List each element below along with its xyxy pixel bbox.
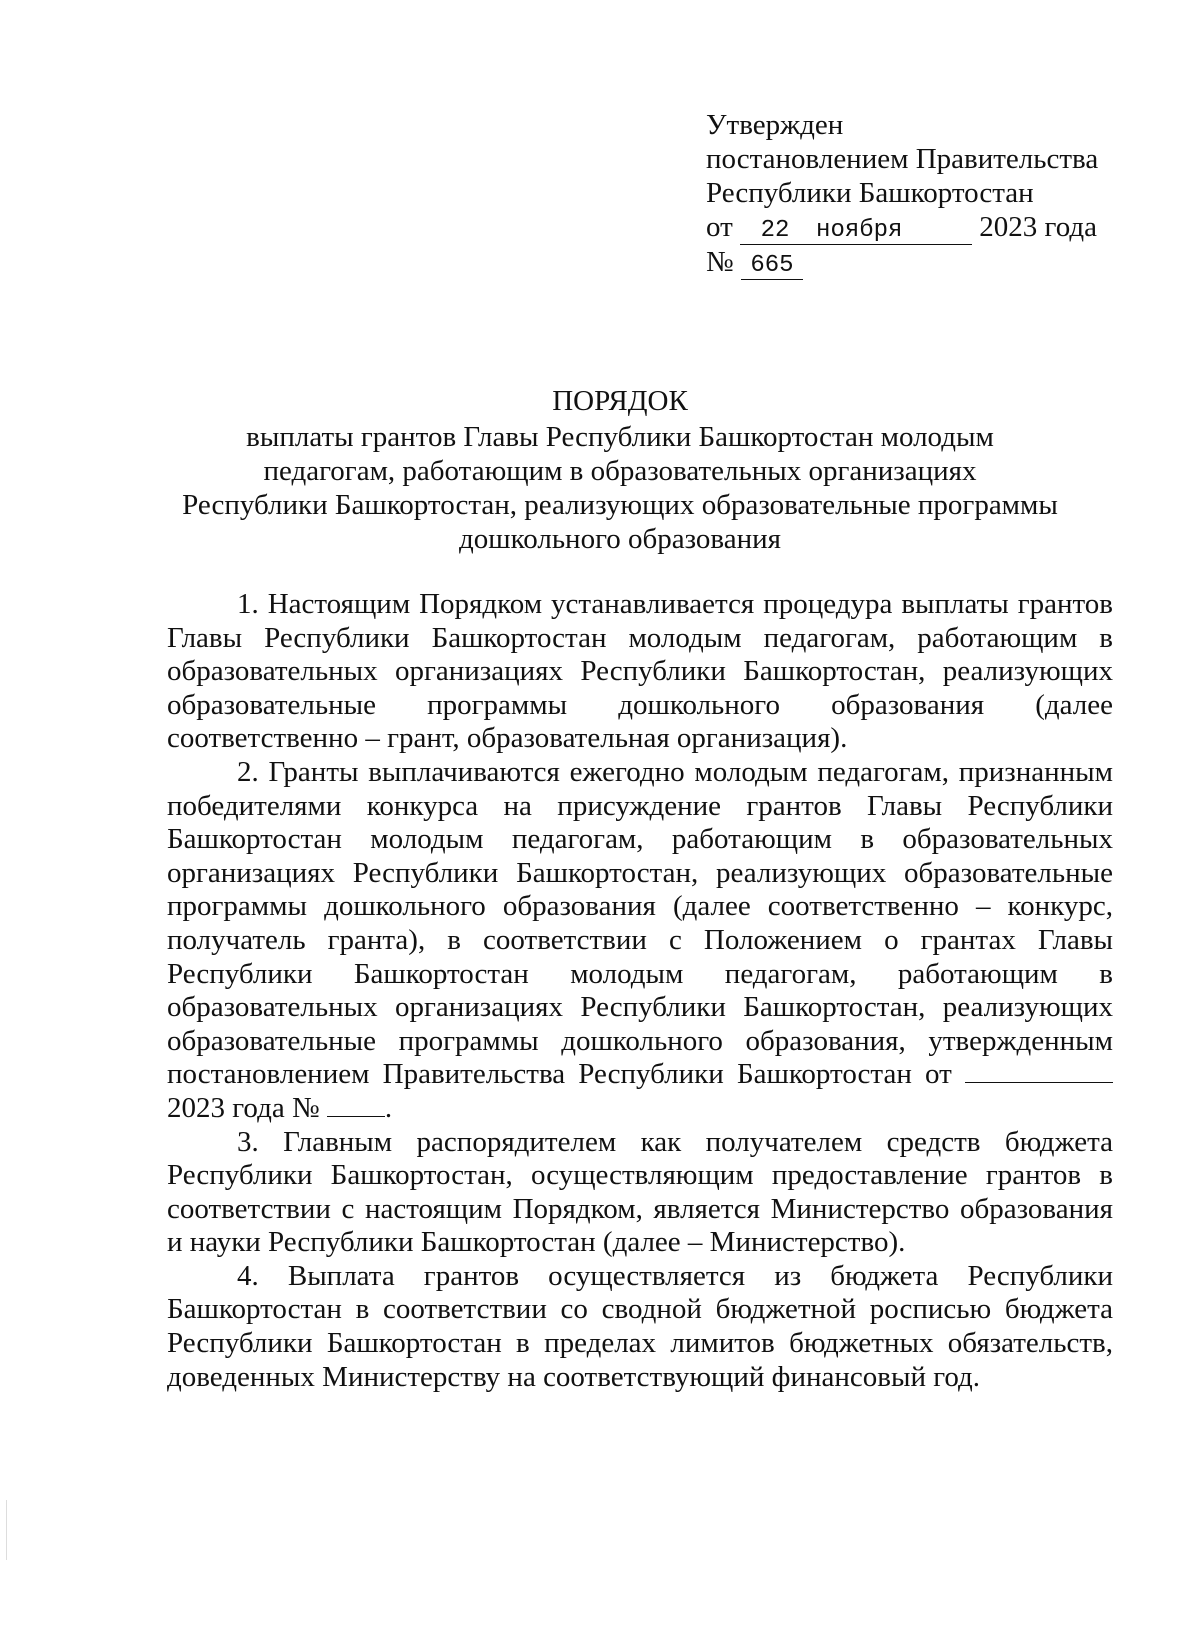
approval-line-3: Республики Башкортостан [706, 177, 1034, 209]
title-subtitle-line-3: Республики Башкортостан, реализующих образовательные программы [182, 489, 1058, 521]
blank-number-field [327, 1094, 385, 1117]
title-heading: ПОРЯДОК [552, 385, 688, 417]
approval-date-year: 2023 года [979, 211, 1098, 243]
paragraph-2-text: 2. Гранты выплачиваются ежегодно молодым педагогам, признанным победителями конкурса на присуждение грантов Главы Республики Башкортостан молодым педагогам, работающим в образовательных организациях Республики Башкортостан, реализующих образовательные программы дошкольного образования (далее соответственно – конкурс, получатель гранта), в соответствии с Положением о грантах Главы Республики Башкортостан молодым педагогам, работающим в образовательных организациях Республики Башкортостан, реализующих образовательные программы дошкольного образования, утвержденным постановлением Правительства Республики Башкортостан от [167, 755, 1113, 1091]
approval-line-1: Утвержден [706, 109, 844, 141]
approval-date-prefix: от [706, 211, 733, 243]
paragraph-4: 4. Выплата грантов осуществляется из бюджета Республики Башкортостан в соответствии со сводной бюджетной росписью бюджета Республики Башкортостан в пределах лимитов бюджетных обязательств, доведенных Министерству на соответствующий финансовый год. [167, 1259, 1113, 1393]
title-subtitle-line-1: выплаты грантов Главы Республики Башкортостан молодым [246, 421, 994, 453]
title-subtitle-line-4: дошкольного образования [459, 523, 781, 555]
approval-stamp-block [706, 108, 1146, 280]
approval-number-prefix: № [706, 246, 734, 278]
scan-edge-mark [6, 1500, 7, 1560]
approval-date-line [706, 210, 1146, 245]
approval-number-line [706, 245, 1146, 280]
approval-date-day: 22 [740, 218, 810, 245]
paragraph-2-year: 2023 года № [167, 1091, 320, 1124]
approval-number-value: 665 [741, 253, 803, 280]
paragraph-1: 1. Настоящим Порядком устанавливается процедура выплаты грантов Главы Республики Башкортостан молодым педагогам, работающим в образовательных организациях Республики Башкортостан, реализующих образовательные программы дошкольного образования (далее соответственно – грант, образовательная организация). [167, 588, 1113, 755]
document-body [167, 588, 1113, 1394]
paragraph-2-end: . [384, 1091, 393, 1124]
blank-date-field [965, 1060, 1113, 1083]
approval-date-month: ноября [810, 218, 972, 245]
document-title [160, 384, 1080, 556]
title-subtitle-line-2: педагогам, работающим в образовательных организациях [263, 455, 977, 487]
paragraph-3: 3. Главным распорядителем как получателем средств бюджета Республики Башкортостан, осуществляющим предоставление грантов в соответствии с настоящим Порядком, является Министерство образования и науки Республики Башкортостан (далее – Министерство). [167, 1125, 1113, 1259]
paragraph-2 [167, 756, 1113, 1126]
approval-line-2: постановлением Правительства [706, 143, 1099, 175]
